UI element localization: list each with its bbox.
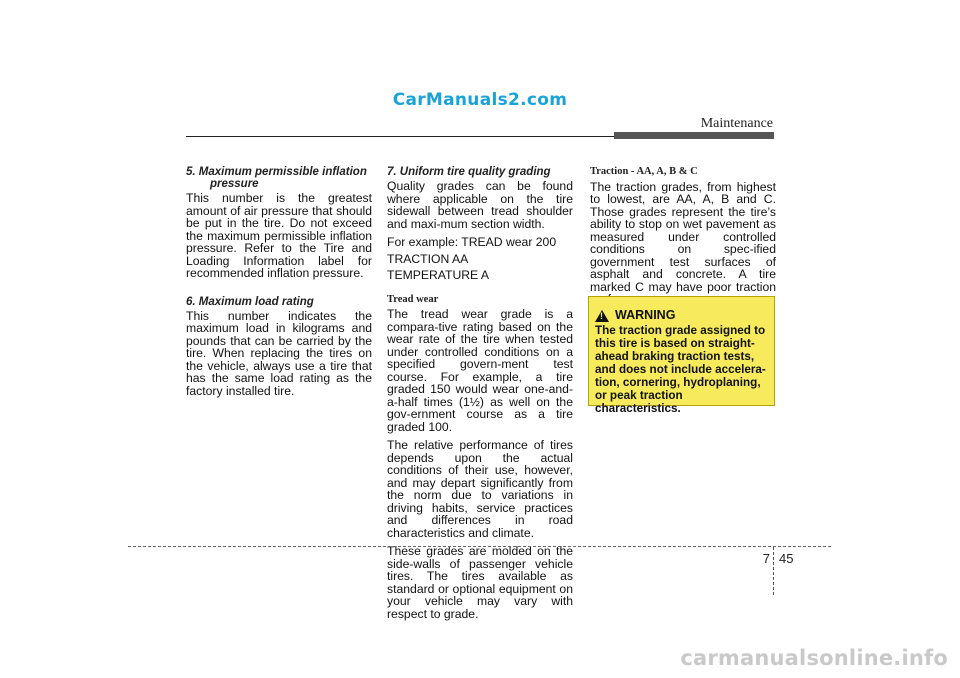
warning-header: [595, 309, 768, 322]
example-line: TEMPERATURE A: [387, 268, 490, 282]
chapter-number: 7: [762, 551, 770, 566]
heading-utqg: 7. Uniform tire quality grading: [387, 166, 551, 178]
footer-rule: [128, 546, 831, 547]
example-line: For example: TREAD wear 200: [387, 235, 557, 249]
heading-traction: Traction - AA, A, B & C: [590, 166, 698, 177]
column-2: [387, 166, 573, 626]
heading-max-inflation: [186, 166, 372, 190]
paragraph: This number is the greatest amount of air pressure that should be put in the tire. Do not exceed the maximum permissible inflation pressure. Refer to the Tire and Loading Information label for recommended inflation pressure.: [186, 191, 372, 280]
section-title: Maintenance: [700, 116, 773, 131]
header-rule: [186, 136, 614, 137]
paragraph: This number indicates the maximum load in kilograms and pounds that can be carried by the tire. When replacing the tires on the vehicle, always use a tire that has the same load rating as the factory installed tire.: [186, 308, 372, 398]
watermark-top: CarManuals2.com: [392, 90, 568, 110]
column-3: [590, 166, 776, 312]
paragraph: The traction grades, from highest to lowest, are AA, A, B and C. Those grades represent the tire’s ability to stop on wet pavement as measured under controlled conditions on spec-ified government test surfaces of asphalt and concrete. A tire marked C may have poor traction: [590, 179, 776, 294]
paragraph: The tread wear grade is a compara-tive rating based on the wear rate of the tire when tested under controlled conditions on a specified govern-ment test course. For example, a tire graded 150 would wear one-and-a-half times (1½) as well on the gov-ernment course as a tire graded 100.: [387, 307, 573, 434]
example-line: TRACTION AA: [387, 251, 469, 266]
paragraph: These grades are molded on the side-walls of passenger vehicle tires. The tires available as standard or optional equipment on your vehicle may vary with respect to grade.: [387, 544, 573, 621]
paragraph: The relative performance of tires depends upon the actual conditions of their use, however, and may depart significantly from the norm due to variations in driving habits, service practices and differences in road characteristics and climate.: [387, 438, 573, 540]
heading-tread-wear: Tread wear: [387, 293, 439, 305]
warning-box: [588, 296, 775, 415]
watermark-bottom: carmanualsonline.info: [680, 646, 948, 670]
paragraph: Quality grades can be found where applicable on the tire sidewall between tread shoulder and maxi-mum section width.: [387, 179, 573, 231]
warning-triangle-icon: [595, 310, 609, 322]
header-rule-accent: [614, 132, 774, 139]
heading-max-load: 6. Maximum load rating: [186, 295, 314, 308]
warning-title: WARNING: [615, 308, 676, 322]
heading-line: pressure: [210, 178, 259, 190]
page-number-value: 45: [779, 551, 794, 566]
page-number: [750, 551, 793, 595]
column-1: [186, 166, 372, 403]
warning-text: The traction grade assigned to this tire is based on straight-ahead braking traction tests, and does not include accelera-tion, cornering, hydroplaning, or peak traction characteristics.: [595, 324, 766, 415]
heading-line: 5. Maximum permissible inflation: [186, 166, 367, 178]
